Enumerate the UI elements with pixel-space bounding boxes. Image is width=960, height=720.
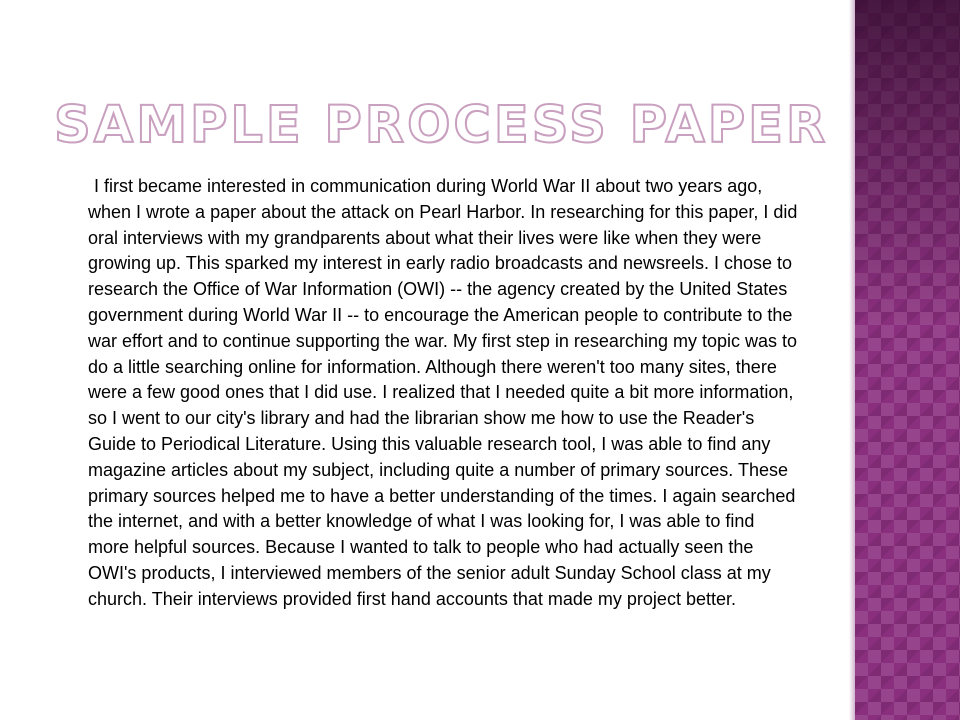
slide-title: SAMPLE PROCESS PAPER bbox=[54, 96, 829, 155]
slide-body-text: I first became interested in communication during World War II about two years ago, when I wrote a paper about the attack on Pearl Harbor. In researching for this paper, I did oral interviews with my grandparents about what their lives were like when they were growing up. This sparked my interest in early radio broadcasts and newsreels. I chose to research the Office of War Information (OWI) -- the agency created by the United States government during World War II -- to encourage the American people to contribute to the war effort and to continue supporting the war. My first step in researching my topic was to do a little searching online for information. Although there weren't too many sites, there were a few good ones that I did use. I realized that I needed quite a bit more information, so I went to our city's library and had the librarian show me how to use the Reader's Guide to Periodical Literature. Using this valuable research tool, I was able to find any magazine articles about my subject, including quite a number of primary sources. These primary sources helped me to have a better understanding of the times. I again searched the internet, and with a better knowledge of what I was looking for, I was able to find more helpful sources. Because I wanted to talk to people who had actually seen the OWI's products, I interviewed members of the senior adult Sunday School class at my church. Their interviews provided first hand accounts that made my project better. bbox=[88, 176, 798, 609]
decorative-side-panel bbox=[855, 0, 960, 720]
